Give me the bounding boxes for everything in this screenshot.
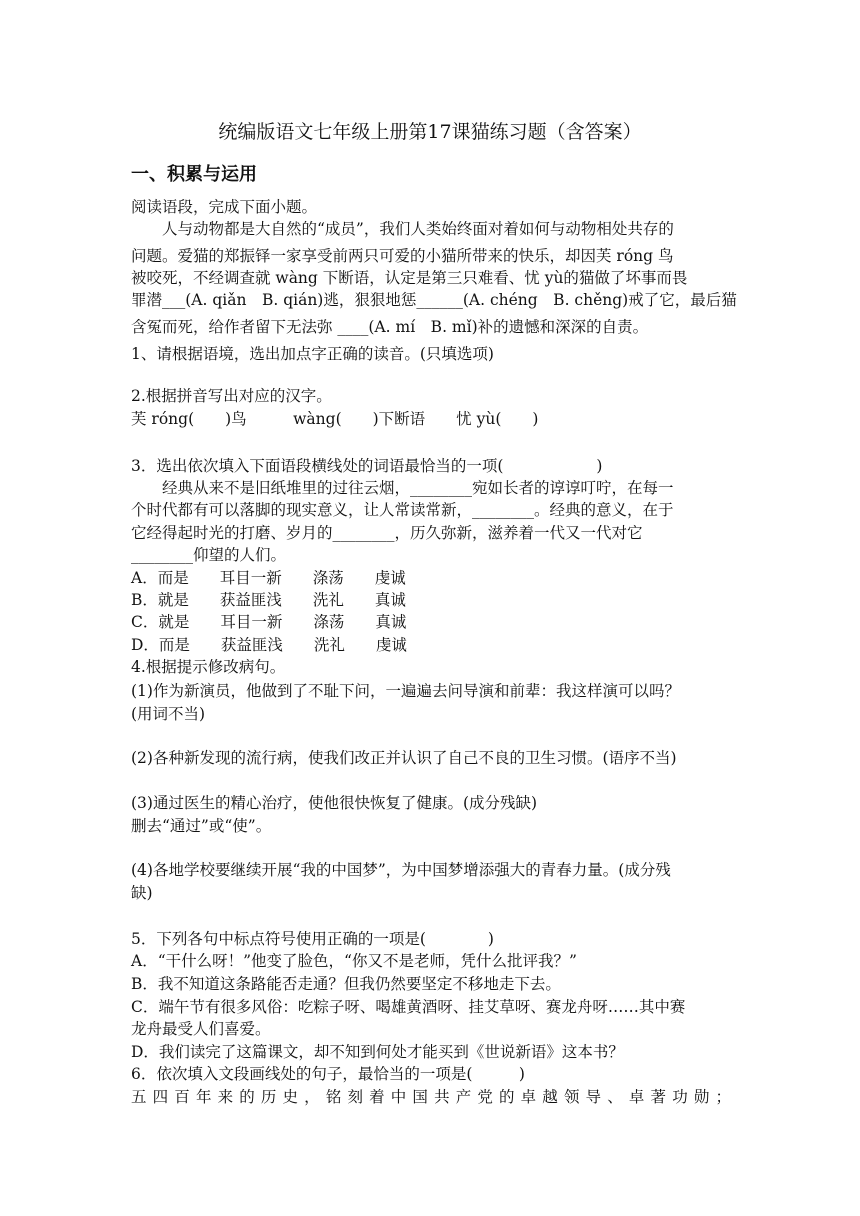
passage-line: 五四百年来的历史，铭刻着中国共产党的卓越领导、卓著功勋； bbox=[131, 1088, 731, 1106]
passage-line: 它经得起时光的打磨、岁月的________，历久弥新，滋养着一代又一代对它 bbox=[131, 524, 643, 542]
option-a: A．而是 耳目一新 涤荡 虔诚 bbox=[131, 569, 406, 587]
question-4-1-hint: (用词不当) bbox=[131, 705, 206, 723]
paragraph-line: 被咬死，不经调查就 wàng 下断语，认定是第三只难看、忧 yù的猫做了坏事而畏 bbox=[131, 269, 688, 287]
paragraph-line: 含冤而死，给作者留下无法弥 ____(A. mí B. mǐ)补的遗憾和深深的自责。 bbox=[131, 318, 649, 336]
question-4: 4.根据提示修改病句。 bbox=[131, 658, 286, 676]
paragraph-line: 问题。爱猫的郑振铎一家享受前两只可爱的小猫所带来的快乐，却因芙 róng 鸟 bbox=[131, 247, 674, 265]
question-4-2: (2)各种新发现的流行病，使我们改正并认识了自己不良的卫生习惯。(语序不当) bbox=[131, 749, 677, 767]
question-2: 2.根据拼音写出对应的汉字。 bbox=[131, 387, 332, 405]
question-1: 1、请根据语境，选出加点字正确的读音。(只填选项) bbox=[131, 345, 494, 363]
passage-line: ________仰望的人们。 bbox=[131, 546, 287, 564]
passage-line: 经典从来不是旧纸堆里的过往云烟，________宛如长者的谆谆叮咛，在每一 bbox=[162, 479, 674, 497]
option-b: B．我不知道这条路能否走通？但我仍然要坚定不移地走下去。 bbox=[131, 975, 561, 993]
question-5: 5．下列各句中标点符号使用正确的一项是( ) bbox=[131, 930, 494, 948]
question-4-3-answer: 删去“通过”或“使”。 bbox=[131, 817, 272, 835]
paragraph-line: 罪潜___(A. qiǎn B. qián)逃，狠狠地惩______(A. chéng B. chěng)戒了它，最后猫 bbox=[131, 291, 737, 309]
question-4-1: (1)作为新演员，他做到了不耻下问，一遍遍去问导演和前辈：我这样演可以吗？ bbox=[131, 682, 680, 700]
question-3: 3．选出依次填入下面语段横线处的词语最恰当的一项( ) bbox=[131, 457, 603, 475]
option-c: C．端午节有很多风俗：吃粽子呀、喝雄黄酒呀、挂艾草呀、赛龙舟呀……其中赛 bbox=[131, 998, 686, 1016]
paragraph-line: 人与动物都是大自然的“成员”，我们人类始终面对着如何与动物相处共存的 bbox=[162, 220, 674, 238]
question-4-4-cont: 缺) bbox=[131, 884, 153, 902]
section-heading: 一、积累与运用 bbox=[131, 164, 257, 185]
option-c: C．就是 耳目一新 涤荡 真诚 bbox=[131, 613, 407, 631]
question-2-blanks: 芙 róng( )鸟 wàng( )下断语 忧 yù( ) bbox=[131, 410, 539, 428]
option-d: D．而是 获益匪浅 洗礼 虔诚 bbox=[131, 636, 407, 654]
question-4-4: (4)各地学校要继续开展“我的中国梦”，为中国梦增添强大的青春力量。(成分残 bbox=[131, 861, 671, 879]
option-b: B．就是 获益匪浅 洗礼 真诚 bbox=[131, 591, 406, 609]
question-6: 6．依次填入文段画线处的句子，最恰当的一项是( ) bbox=[131, 1065, 525, 1083]
paragraph-line: 阅读语段，完成下面小题。 bbox=[131, 198, 318, 216]
option-c-cont: 龙舟最受人们喜爱。 bbox=[131, 1020, 271, 1038]
document-title: 统编版语文七年级上册第17课猫练习题（含答案） bbox=[218, 121, 642, 143]
passage-line: 个时代都有可以落脚的现实意义，让人常读常新，________。经典的意义，在于 bbox=[131, 501, 674, 519]
option-a: A．“干什么呀！”他变了脸色，“你又不是老师，凭什么批评我？” bbox=[131, 952, 577, 970]
question-4-3: (3)通过医生的精心治疗，使他很快恢复了健康。(成分残缺) bbox=[131, 794, 538, 812]
option-d: D．我们读完了这篇课文，却不知到何处才能买到《世说新语》这本书？ bbox=[131, 1043, 624, 1061]
